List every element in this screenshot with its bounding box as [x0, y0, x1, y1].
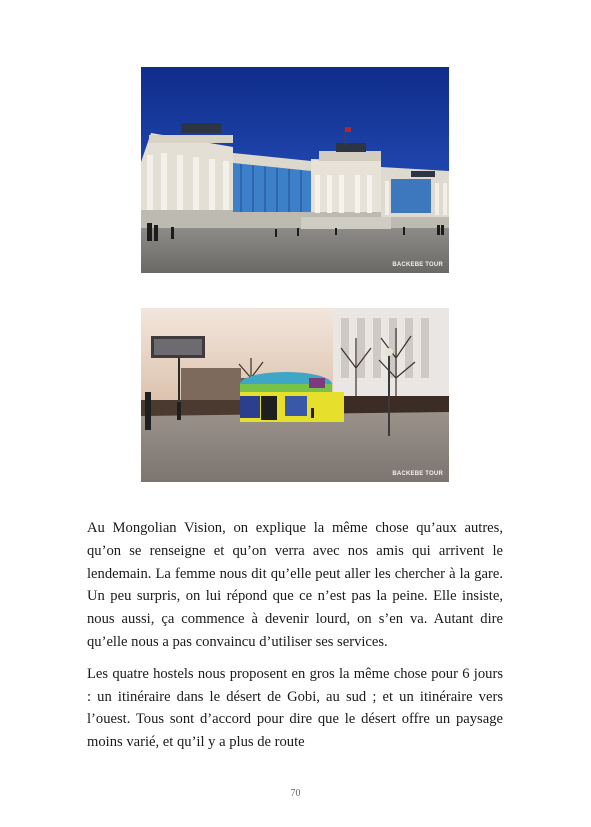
photo-watermark: BACKEBE TOUR: [392, 262, 443, 268]
body-text: [87, 517, 503, 763]
photo-watermark: BACKEBE TOUR: [392, 471, 443, 477]
paragraph: Au Mongolian Vision, on explique la même chose qu’aux autres, qu’on se renseigne et qu’on verra avec nos amis qui arrivent le lendemain. La femme nous dit qu’elle peut aller les chercher à la gare. Un peu surpris, on lui répond que ce n’est pas la peine. Elle insiste, nous aussi, ça commence à devenir lourd, on s’en va. Autant dire qu’elle nous a pas convaincu d’utiliser ses services.: [87, 520, 503, 650]
government-palace-illustration: [141, 67, 449, 273]
page-number: 70: [290, 788, 301, 799]
paragraph: Les quatre hostels nous proposent en gros la même chose pour 6 jours : un itinéraire dans le désert de Gobi, au sud ; et un itinéraire vers l’ouest. Tous sont d’accord pour dire que le désert offre un paysage moins varié, et qu’il y a plus de route: [87, 665, 503, 751]
square-yurt-illustration: [141, 308, 449, 482]
photo-square-yurt: [141, 308, 449, 482]
photo-government-palace: [141, 67, 449, 273]
